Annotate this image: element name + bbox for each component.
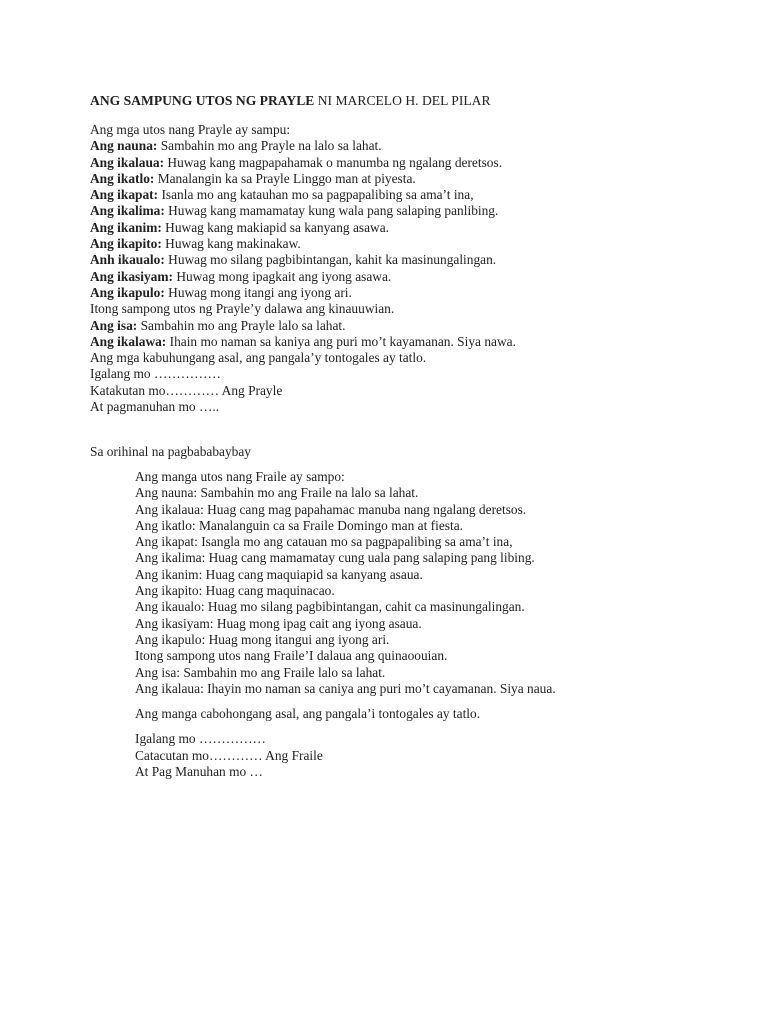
commandment-label: Ang ikasiyam: [90,268,173,284]
title-author: NI MARCELO H. DEL PILAR [314,93,491,108]
title-bold: ANG SAMPUNG UTOS NG PRAYLE [90,93,315,108]
commandment-text: Huwag kang makinakaw. [161,236,301,252]
original-line: Ang ikanim: Huag cang maquiapid sa kanyang asaua. [135,566,423,582]
commandment-text: Manalangin ka sa Prayle Linggo man at piyesta. [154,170,416,186]
commandment-text: Huwag mong ipagkait ang iyong asawa. [172,268,392,284]
commandment-label: Ang ikalaua: [90,154,165,170]
commandment-line [90,138,516,154]
commandment-text: Huwag kang mamamatay kung wala pang salaping panlibing. [164,203,499,219]
original-line: Ang nauna: Sambahin mo ang Fraile na lalo sa lahat. [135,485,419,501]
original-closing-line: At Pag Manuhan mo … [135,764,263,780]
commandment-label: Ang ikapito: [90,236,162,252]
commandment-label: Ang ikatlo: [90,170,155,186]
commandment-label: Ang nauna: [90,138,158,154]
original-line: Ang ikaualo: Huag mo silang pagbibintangan, cahit ca masinungalingan. [135,599,525,615]
commandment-line [90,187,516,203]
original-line: Ang isa: Sambahin mo ang Fraile lalo sa lahat. [135,664,386,680]
commandment-text: Huwag mo silang pagbibintangan, kahit ka masinungalingan. [164,252,497,268]
original-line: Ang manga utos nang Fraile ay sampo: [135,469,345,484]
original-closing-line: Igalang mo …………… [135,731,266,747]
commandment-line [90,285,516,301]
original-line: Ang ikapito: Huag cang maquinacao. [135,583,335,599]
commandment-line [90,203,516,219]
commandment-text: Sambahin mo ang Prayle na lalo sa lahat. [157,138,382,154]
summary-line: Itong sampong utos ng Prayle’y dalawa ang kinauuwian. [90,301,395,317]
commandment-text: Isanla mo ang katauhan mo sa pagpapalibing sa ama’t ina, [158,187,474,203]
original-line: Ang ikalima: Huag cang mamamatay cung uala pang salaping pang libing. [135,550,535,566]
original-line: Ang ikapulo: Huag mong itangui ang iyong ari. [135,631,390,647]
original-line: Ang ikasiyam: Huag mong ipag cait ang iyong asaua. [135,615,422,631]
commandment-line [90,155,516,171]
spacer [135,697,556,706]
commandment-line [90,252,516,268]
commandment-line [90,236,516,252]
original-line: Itong sampong utos nang Fraile’I dalaua ang quinaoouian. [135,648,448,664]
commandment-line [90,220,516,236]
closing-line: Igalang mo …………… [90,366,221,382]
original-line: Ang ikalaua: Huag cang mag papahamac manuba nang ngalang deretsos. [135,501,527,517]
summary-item-label: Ang ikalawa: [90,333,167,349]
summary-item-text: Sambahin mo ang Prayle lalo sa lahat. [137,317,346,333]
summary-item-label: Ang isa: [90,317,138,333]
commandment-label: Anh ikaualo: [90,252,165,268]
summary-item-line [90,318,516,334]
original-line: Ang ikatlo: Manalanguin ca sa Fraile Domingo man at fiesta. [135,517,463,533]
summary-item-line [90,334,516,350]
commandment-line [90,269,516,285]
original-spelling-heading: Sa orihinal na pagbababaybay [90,444,252,459]
spacer [135,722,556,731]
closing-line: Katakutan mo………… Ang Prayle [90,382,283,398]
commandment-label: Ang ikalima: [90,203,165,219]
commandment-text: Huwag mong itangi ang iyong ari. [164,284,352,300]
commandment-label: Ang ikapulo: [90,284,165,300]
original-closing-line: Catacutan mo………… Ang Fraile [135,747,323,763]
commandment-text: Huwag kang makiapid sa kanyang asawa. [161,219,390,235]
summary-item-text: Ihain mo naman sa kaniya ang puri mo’t kayamanan. Siya nawa. [166,333,516,349]
commandment-label: Ang ikapat: [90,187,159,203]
commandment-line [90,171,516,187]
commandment-label: Ang ikanim: [90,219,162,235]
original-line: Ang ikalaua: Ihayin mo naman sa caniya ang puri mo’t cayamanan. Siya naua. [135,680,556,696]
intro-line: Ang mga utos nang Prayle ay sampu: [90,122,291,137]
modern-version [90,122,516,415]
original-closing-line: Ang manga cabohongang asal, ang pangala’i tontogales ay tatlo. [135,706,481,722]
original-line: Ang ikapat: Isangla mo ang catauan mo sa pagpapalibing sa ama’t ina, [135,534,513,550]
original-version [135,469,556,780]
closing-line: At pagmanuhan mo ….. [90,399,220,415]
commandment-text: Huwag kang magpapahamak o manumba ng ngalang deretsos. [164,154,503,170]
document-title [90,93,491,109]
closing-line: Ang mga kabuhungang asal, ang pangala’y tontogales ay tatlo. [90,350,427,366]
